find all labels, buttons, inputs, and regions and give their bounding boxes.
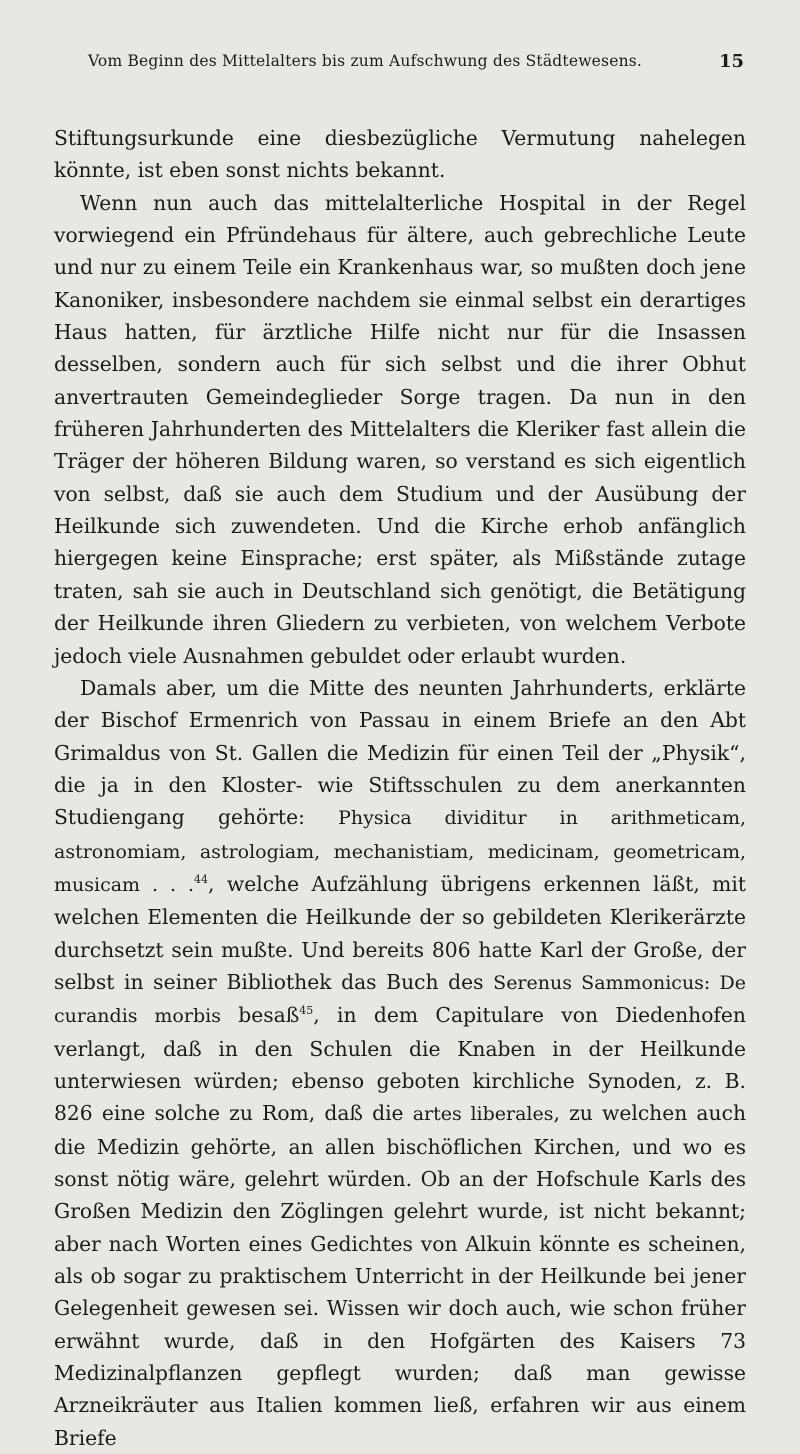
running-head <box>54 52 746 82</box>
latin-text: artes liberales <box>412 1103 554 1126</box>
text-run: Stiftungsurkunde eine diesbezügliche Vermutung nahelegen könnte, ist eben sonst nichts bekannt. <box>54 126 746 183</box>
paragraph-ermenrich <box>54 672 746 1454</box>
text-run: , welche Aufzählung übrigens erkennen läßt, mit welchen Elementen die Heilkunde der so gebildeten Klerikerärzte durchsetzt sein mußte. Und bereits 806 hatte Karl der Große, der selbst in seiner Bibliothek das Buch des <box>54 871 747 994</box>
body-text <box>54 122 746 1454</box>
text-run: , zu welchen auch die Medizin gehörte, an allen bischöflichen Kirchen, und wo es sonst nötig wäre, gelehrt würden. Ob an der Hofschule Karls des Großen Medizin den Zöglingen gelehrt wurde, ist nicht bekannt; aber nach Worten eines Gedichtes von Alkuin könnte es scheinen, als ob sogar zu praktischem Unterricht in der Heilkunde bei jener Gelegenheit gewesen sei. Wissen wir doch auch, wie schon früher erwähnt wurde, daß in den Hofgärten des Kaisers 73 Medizinalpflanzen gepflegt wurden; daß man gewisse Arzneikräuter aus Italien kommen ließ, erfahren wir aus einem Briefe <box>54 1101 747 1450</box>
latin-text: Serenus Sammonicus: De curandis morbis <box>54 971 747 1028</box>
text-run: , in dem Capitulare von Diedenhofen verlangt, daß in den Schulen die Knaben in der Heilkunde unterwiesen würden; ebenso geboten kirchliche Synoden, z. B. 826 eine solche zu Rom, daß die <box>54 1003 746 1126</box>
page-number: 15 <box>718 51 744 72</box>
footnote-ref: 45 <box>299 1004 314 1018</box>
latin-text: Physica dividitur in arithmeticam, astronomiam, astrologiam, mechanistiam, medicinam, geometricam, musicam . . . <box>54 807 746 896</box>
paragraph-continuation <box>54 122 746 187</box>
text-run: besaß <box>220 1003 300 1028</box>
text-run: Damals aber, um die Mitte des neunten Jahrhunderts, erklärte der Bischof Ermenrich von Passau in einem Briefe an den Abt Grimaldus von St. Gallen die Medizin für einen Teil der „Physik“, die ja in den Kloster- wie Stiftsschulen zu dem anerkannten Studiengang gehörte: <box>54 675 746 830</box>
text-run: Wenn nun auch das mittelalterliche Hospital in der Regel vorwiegend ein Pfründehaus für ältere, auch gebrechliche Leute und nur zu einem Teile ein Krankenhaus war, so mußten doch jene Kanoniker, insbesondere nachdem sie einmal selbst ein derartiges Haus hatten, für ärztliche Hilfe nicht nur für die Insassen desselben, sondern auch für sich selbst und die ihrer Obhut anvertrauten Gemeindeglieder Sorge tragen. Da nun in den früheren Jahrhunderten des Mittelalters die Kleriker fast allein die Träger der höheren Bildung waren, so verstand es sich eigentlich von selbst, daß sie auch dem Studium und der Ausübung der Heilkunde sich zuwendeten. Und die Kirche erhob anfänglich hiergegen keine Einsprache; erst später, als Mißstände zutage traten, sah sie auch in Deutschland sich genötigt, die Betätigung der Heilkunde ihren Gliedern zu verbieten, von welchem Verbote jedoch viele Ausnahmen gebuldet oder erlaubt wurden. <box>54 190 746 668</box>
paragraph-hospital <box>54 187 746 672</box>
running-title: Vom Beginn des Mittelalters bis zum Aufschwung des Städtewesens. <box>87 52 643 70</box>
footnote-ref: 44 <box>194 873 209 887</box>
